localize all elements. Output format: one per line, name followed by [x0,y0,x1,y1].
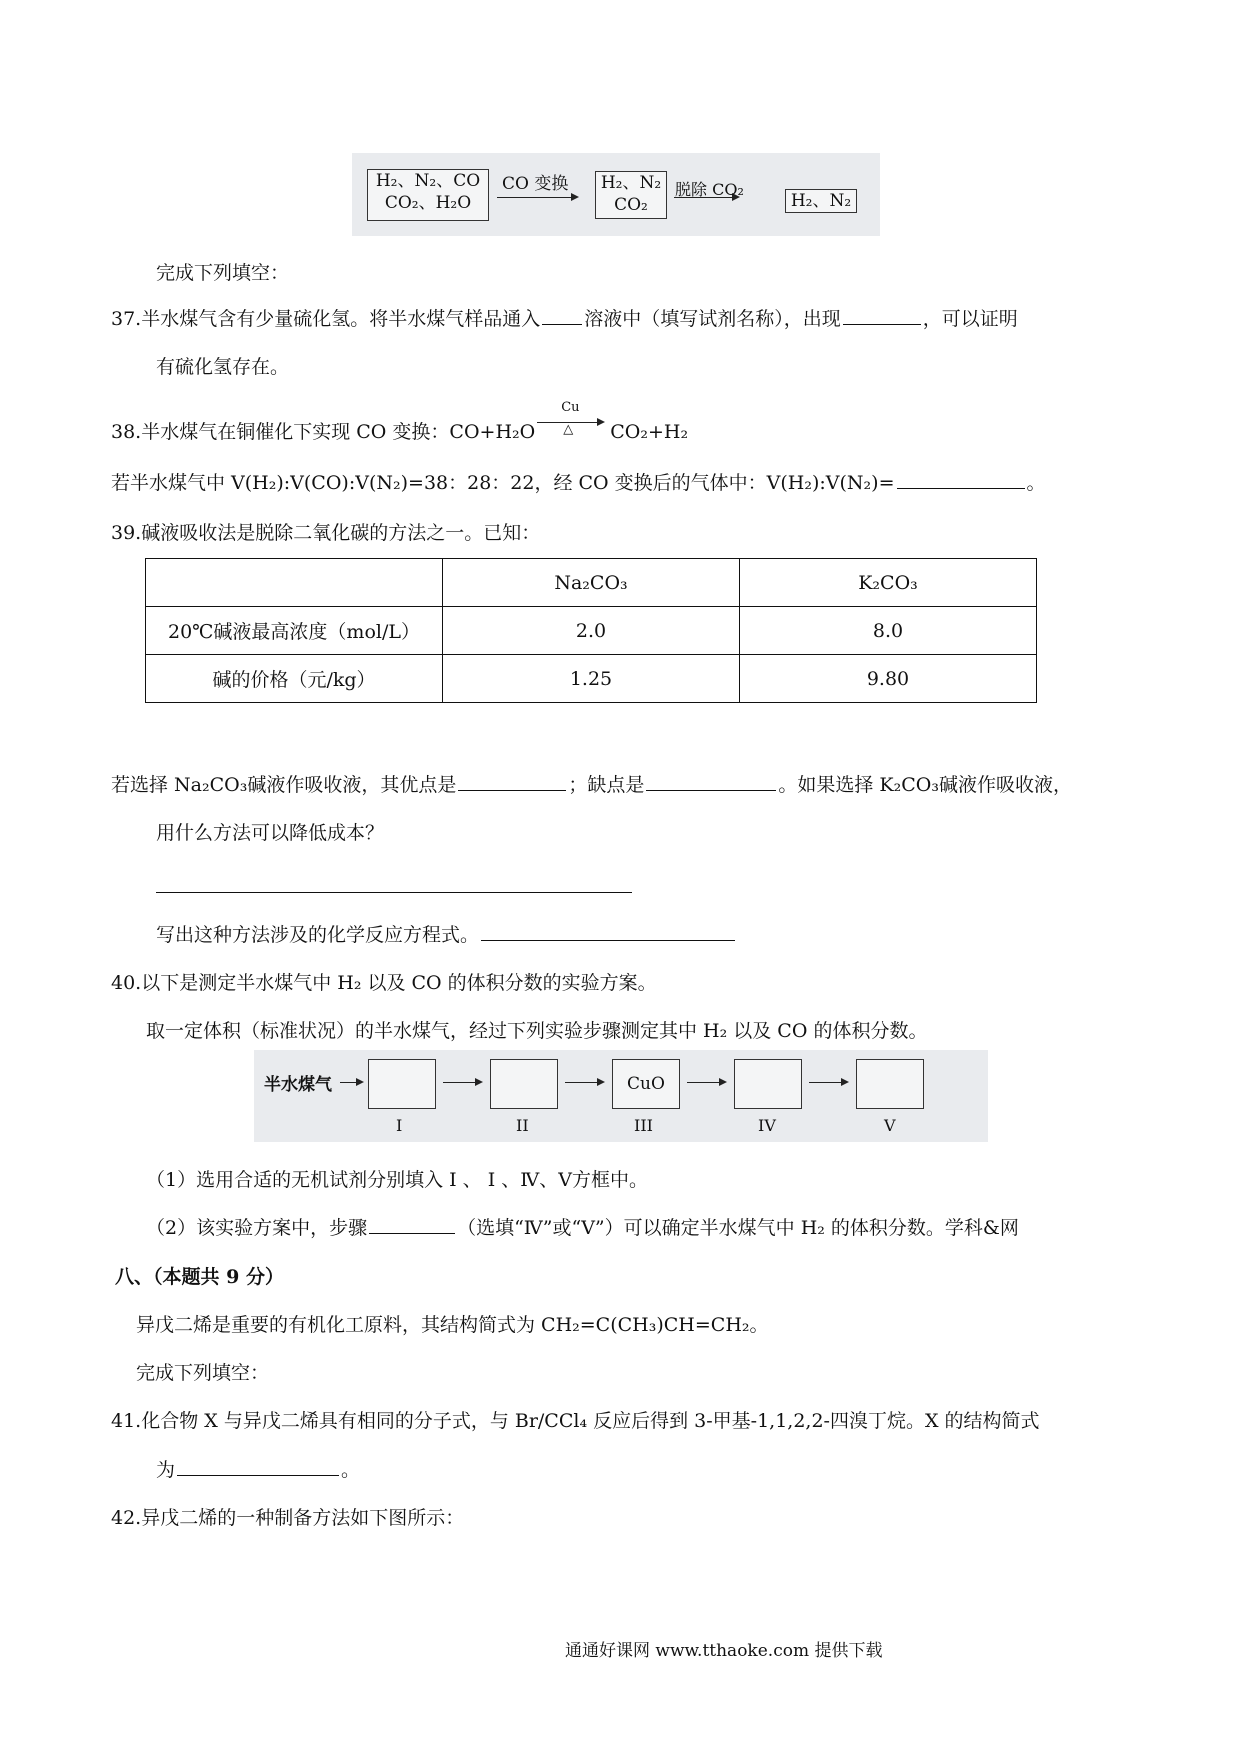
q38-blank-ratio[interactable] [897,468,1025,489]
experiment-label-2: II [516,1116,529,1135]
q38-text-a: 38.半水煤气在铜催化下实现 CO 变换：CO+H₂O [111,421,536,443]
experiment-start-label: 半水煤气 [264,1075,332,1095]
table-cell: 9.80 [740,655,1037,703]
experiment-arrow-1 [443,1082,481,1083]
experiment-label-3: III [634,1116,653,1135]
q42-line1: 42.异戊二烯的一种制备方法如下图所示： [111,1507,465,1529]
q38-catalyst: Cu [561,400,580,415]
section8-fill: 完成下列填空： [136,1362,270,1384]
q39-intro: 39.碱液吸收法是脱除二氧化碳的方法之一。已知： [111,522,541,544]
q38-reaction-arrow [535,400,610,438]
q40-intro: 40.以下是测定半水煤气中 H₂ 以及 CO 的体积分数的实验方案。 [111,972,657,994]
table-cell: 8.0 [740,607,1037,655]
q39-blank-method[interactable] [156,892,632,893]
q38-heat: △ [563,422,574,437]
table-cell: 碱的价格（元/kg） [146,655,443,703]
experiment-arrow-3 [687,1082,725,1083]
table-row [146,655,1037,703]
q39-text-a: 若选择 Na₂CO₃碱液作吸收液，其优点是 [111,774,457,796]
experiment-box-5 [856,1059,924,1109]
q41-text-a: 为 [156,1459,176,1481]
table-header-na2co3: Na₂CO₃ [443,559,740,607]
flow-box-feed-line1: H₂、N₂、CO [375,171,481,191]
table-cell: 2.0 [443,607,740,655]
flow-arrow-1-label: CO 变换 [502,174,569,194]
q41-blank-structure[interactable] [177,1455,339,1476]
experiment-label-1: I [396,1116,403,1135]
q39-text-c: 。如果选择 K₂CO₃碱液作吸收液， [778,774,1072,796]
q39-blank-advantage[interactable] [458,770,566,791]
table-cell: 1.25 [443,655,740,703]
q39-para2: 用什么方法可以降低成本？ [156,822,385,844]
flow-arrow-2-label: 脱除 CO₂ [675,180,744,199]
flow-box-feed [367,169,489,221]
q39-text-b: ；缺点是 [568,774,645,796]
experiment-label-5: V [884,1116,896,1135]
q38-text-d: 。 [1026,472,1046,494]
flow-arrow-1 [497,197,577,198]
page-footer: 通通好课网 www.tthaoke.com 提供下载 [565,1641,883,1661]
q37-text-a: 37.半水煤气含有少量硫化氢。将半水煤气样品通入 [111,308,541,330]
figure-gas-flow [352,153,880,236]
q39-blank-equation[interactable] [481,920,735,941]
section8-intro: 异戊二烯是重要的有机化工原料，其结构简式为 CH₂=C(CH₃)CH=CH₂。 [136,1314,769,1336]
flow-box-shifted-line1: H₂、N₂ [600,173,662,193]
q39-text-d: 写出这种方法涉及的化学反应方程式。 [156,924,480,946]
experiment-arrow-0 [340,1082,362,1083]
q37-text-c: ，可以证明 [922,308,1018,330]
flow-box-product [785,189,857,213]
q38-text-b: CO₂+H₂ [610,421,689,443]
q40-sub1: （1）选用合适的无机试剂分别填入 I 、 I 、Ⅳ、Ⅴ方框中。 [146,1169,648,1191]
experiment-cuo-label: CuO [627,1074,665,1094]
table-header-empty [146,559,443,607]
q38-line2 [111,468,1046,495]
experiment-arrow-4 [809,1082,847,1083]
intro-fill-in: 完成下列填空： [156,262,290,284]
experiment-arrow-2 [565,1082,603,1083]
table-header-k2co3: K₂CO₃ [740,559,1037,607]
q39-blank-disadvantage[interactable] [646,770,776,791]
experiment-box-1 [368,1059,436,1109]
q38-text-c: 若半水煤气中 V(H₂):V(CO):V(N₂)=38：28：22，经 CO 变换后的气体中：V(H₂):V(N₂)= [111,472,895,494]
table-cell: 20℃碱液最高浓度（mol/L） [146,607,443,655]
q41-line1: 41.化合物 X 与异戊二烯具有相同的分子式，与 Br/CCl₄ 反应后得到 3-甲基-1,1,2,2-四溴丁烷。X 的结构简式 [111,1410,1040,1432]
experiment-box-4 [734,1059,802,1109]
experiment-box-3 [612,1059,680,1109]
q40-line2: 取一定体积（标准状况）的半水煤气，经过下列实验步骤测定其中 H₂ 以及 CO 的体积分数。 [146,1020,928,1042]
q39-para3 [156,920,737,947]
experiment-box-2 [490,1059,558,1109]
q37-blank-phenomenon[interactable] [843,304,921,325]
q41-text-b: 。 [341,1459,361,1481]
q40-text-b: （选填“Ⅳ”或“Ⅴ”）可以确定半水煤气中 H₂ 的体积分数。学科&网 [457,1217,1019,1239]
section8-title: 八、（本题共 9 分） [115,1266,284,1288]
q41-line2 [156,1455,360,1482]
q37-line1 [111,304,1018,331]
q40-sub2 [146,1213,1019,1240]
experiment-label-4: IV [758,1116,776,1135]
q37-line2: 有硫化氢存在。 [156,356,290,378]
q37-text-b: 溶液中（填写试剂名称），出现 [584,308,841,330]
q40-text-a: （2）该实验方案中，步骤 [146,1217,368,1239]
flow-box-shifted-line2: CO₂ [614,195,648,215]
q39-para1 [111,770,1072,797]
alkali-table [145,558,1037,703]
table-header-row [146,559,1037,607]
flow-box-product-text: H₂、N₂ [790,191,852,211]
table-row [146,607,1037,655]
q37-blank-reagent[interactable] [542,304,582,325]
flow-box-feed-line2: CO₂、H₂O [384,193,472,213]
flow-box-shifted [595,171,667,219]
q38-line1 [111,400,689,444]
figure-experiment [254,1050,988,1142]
q40-blank-step[interactable] [369,1213,455,1234]
